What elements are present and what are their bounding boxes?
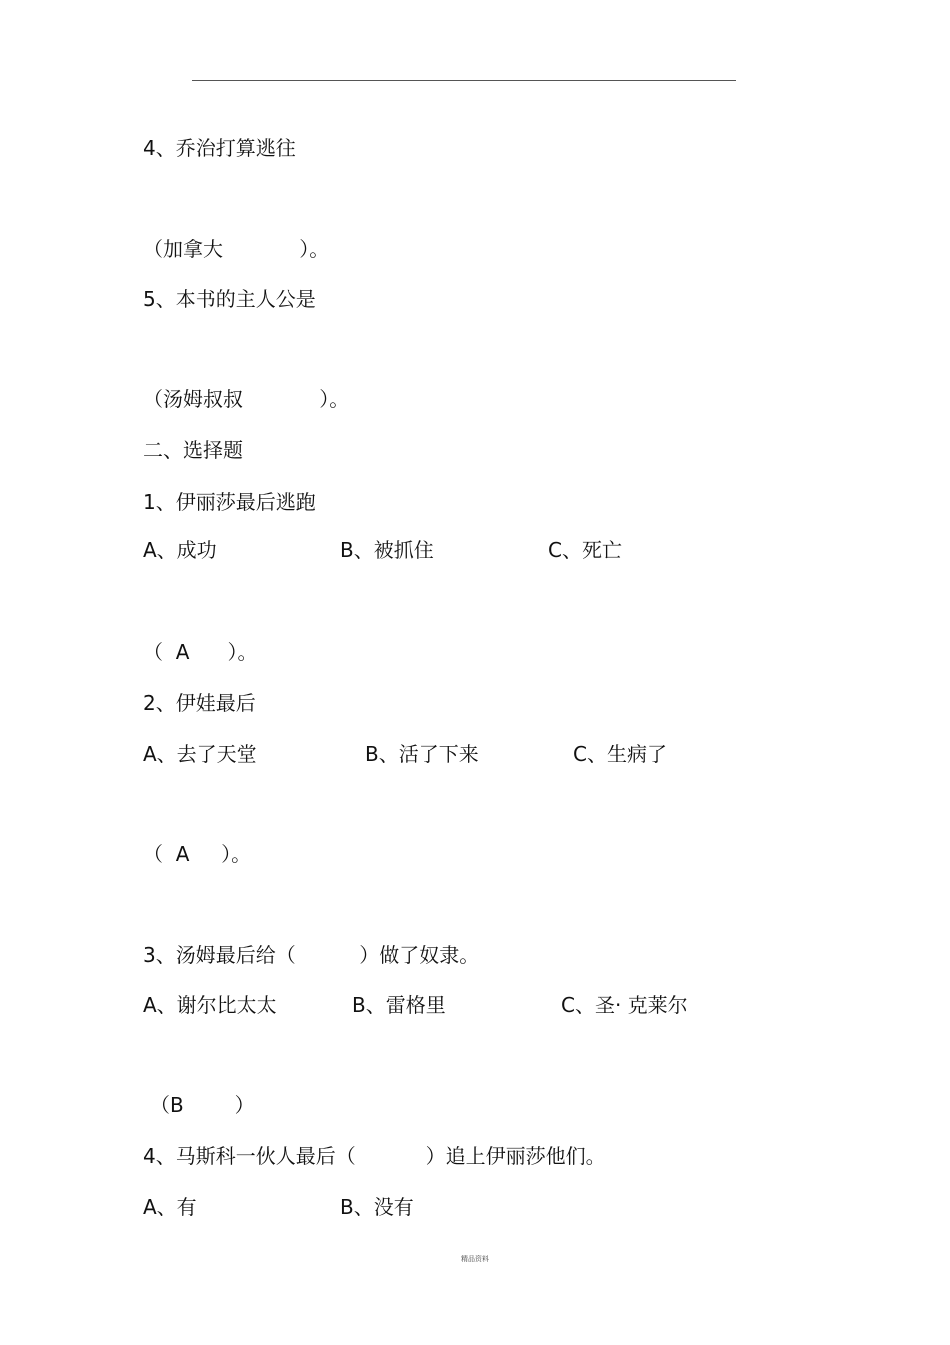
choice-q2-option-b: B、活了下来 (365, 742, 479, 766)
q4-fill-answer: （加拿大 ）。 (143, 237, 330, 261)
choice-q4-option-b: B、没有 (340, 1195, 414, 1219)
choice-q4-prompt: 4、马斯科一伙人最后（ ）追上伊丽莎他们。 (143, 1144, 606, 1168)
footer-note: 精品资料 (461, 1255, 489, 1263)
choice-q3-prompt: 3、汤姆最后给（ ）做了奴隶。 (143, 943, 480, 967)
choice-q1-option-a: A、成功 (143, 538, 217, 562)
choice-q3-option-c: C、圣· 克莱尔 (561, 993, 688, 1017)
choice-q3-option-b: B、雷格里 (352, 993, 446, 1017)
choice-q1-prompt: 1、伊丽莎最后逃跑 (143, 490, 316, 514)
choice-q2-option-a: A、去了天堂 (143, 742, 257, 766)
section-heading-choice: 二、选择题 (143, 438, 243, 462)
choice-q4-option-a: A、有 (143, 1195, 197, 1219)
choice-q1-option-b: B、被抓住 (340, 538, 434, 562)
choice-q1-option-c: C、死亡 (548, 538, 622, 562)
choice-q2-prompt: 2、伊娃最后 (143, 691, 256, 715)
q5-fill-prompt: 5、本书的主人公是 (143, 287, 316, 311)
q5-fill-answer: （汤姆叔叔 ）。 (143, 387, 350, 411)
choice-q2-option-c: C、生病了 (573, 742, 667, 766)
choice-q3-answer: （B ） (150, 1093, 255, 1117)
choice-q3-option-a: A、谢尔比太太 (143, 993, 277, 1017)
q4-fill-prompt: 4、乔治打算逃往 (143, 136, 296, 160)
header-rule (192, 80, 736, 81)
choice-q2-answer: （ A ）。 (143, 842, 252, 866)
choice-q1-answer: （ A ）。 (143, 640, 258, 664)
